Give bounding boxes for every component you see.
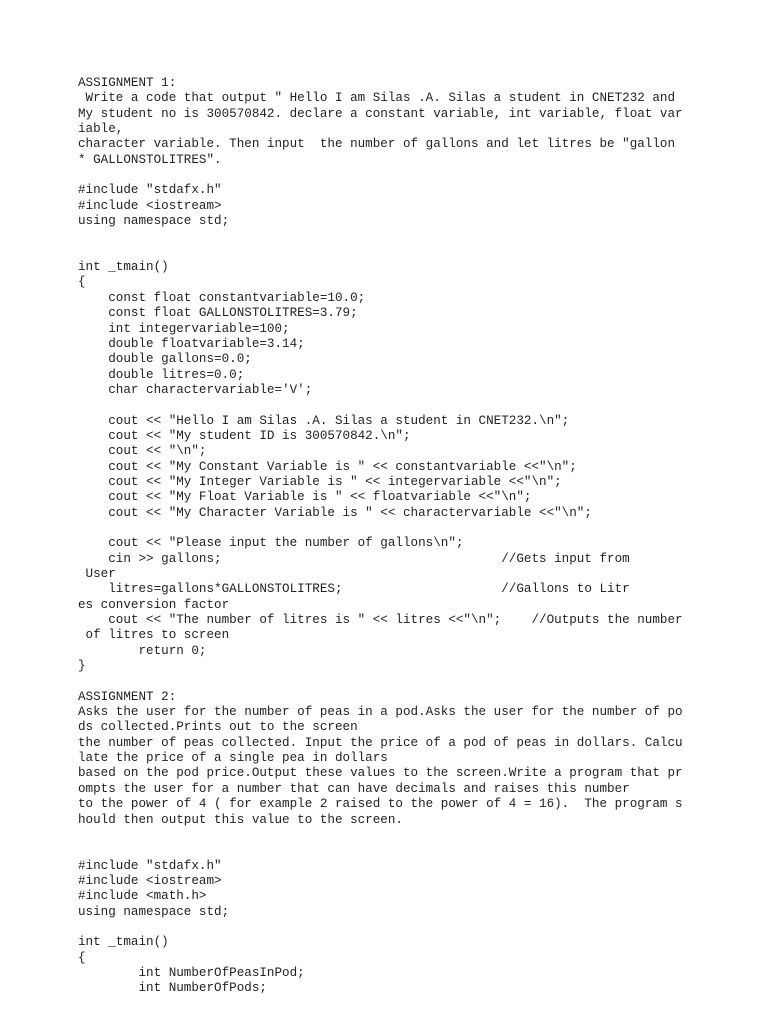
text-line: #include <math.h> (78, 889, 207, 904)
text-line: #include "stdafx.h" (78, 858, 222, 873)
text-line: the number of peas collected. Input the price of a pod of peas in dollars. Calcu (78, 735, 683, 750)
text-line: double floatvariable=3.14; (78, 336, 305, 351)
text-line: int NumberOfPods; (78, 981, 267, 996)
text-line: cout << "Please input the number of gallons\n"; (78, 536, 464, 551)
text-line: iable, (78, 122, 124, 137)
text-line: cout << "My Constant Variable is " << constantvariable <<"\n"; (78, 459, 577, 474)
text-line: based on the pod price.Output these values to the screen.Write a program that pr (78, 766, 683, 781)
text-line: int _tmain() (78, 260, 169, 275)
text-line (78, 229, 748, 244)
text-line: cout << "The number of litres is " << litres <<"\n"; //Outputs the number (78, 613, 683, 628)
text-line: late the price of a single pea in dollars (78, 751, 388, 766)
text-line: cout << "My Integer Variable is " << integervariable <<"\n"; (78, 474, 562, 489)
text-line: cout << "\n"; (78, 444, 207, 459)
text-line: #include <iostream> (78, 873, 222, 888)
text-line: My student no is 300570842. declare a constant variable, int variable, float var (78, 106, 683, 121)
text-line: int integervariable=100; (78, 321, 290, 336)
text-line: { (78, 275, 86, 290)
text-line (78, 398, 748, 413)
text-line: const float constantvariable=10.0; (78, 290, 366, 305)
text-line: cout << "My student ID is 300570842.\n"; (78, 428, 411, 443)
text-line: } (78, 659, 86, 674)
text-line: int _tmain() (78, 935, 169, 950)
text-line (78, 674, 748, 689)
text-line: ompts the user for a number that can have decimals and raises this number (78, 781, 630, 796)
text-line: #include <iostream> (78, 198, 222, 213)
text-line: character variable. Then input the number of gallons and let litres be "gallon (78, 137, 676, 152)
text-line: litres=gallons*GALLONSTOLITRES; //Gallons to Litr (78, 582, 630, 597)
document-body (78, 76, 748, 997)
text-line: cout << "My Character Variable is " << charactervariable <<"\n"; (78, 505, 592, 520)
text-line: int NumberOfPeasInPod; (78, 965, 305, 980)
text-line (78, 843, 748, 858)
text-line: return 0; (78, 643, 207, 658)
text-line: Write a code that output " Hello I am Silas .A. Silas a student in CNET232 and (78, 91, 676, 106)
text-line: hould then output this value to the screen. (78, 812, 403, 827)
text-line: const float GALLONSTOLITRES=3.79; (78, 306, 358, 321)
text-line: cin >> gallons; //Gets input from (78, 551, 630, 566)
text-line (78, 920, 748, 935)
text-line (78, 245, 748, 260)
text-line: ASSIGNMENT 2: (78, 689, 177, 704)
text-line: es conversion factor (78, 597, 230, 612)
text-line: { (78, 950, 86, 965)
text-line: cout << "Hello I am Silas .A. Silas a student in CNET232.\n"; (78, 413, 570, 428)
text-line: #include "stdafx.h" (78, 183, 222, 198)
text-line: cout << "My Float Variable is " << floatvariable <<"\n"; (78, 490, 532, 505)
text-line: ds collected.Prints out to the screen (78, 720, 358, 735)
text-line: to the power of 4 ( for example 2 raised to the power of 4 = 16). The program s (78, 797, 683, 812)
text-line: char charactervariable='V'; (78, 382, 313, 397)
text-line: ASSIGNMENT 1: (78, 76, 177, 90)
text-line: * GALLONSTOLITRES". (78, 152, 222, 167)
text-line (78, 828, 748, 843)
text-line: using namespace std; (78, 214, 230, 229)
text-line: of litres to screen (78, 628, 230, 643)
text-line: User (78, 567, 116, 581)
text-line: double litres=0.0; (78, 367, 245, 382)
text-line: using namespace std; (78, 904, 230, 919)
text-line: Asks the user for the number of peas in a pod.Asks the user for the number of po (78, 705, 683, 720)
text-line (78, 168, 748, 183)
text-line (78, 521, 748, 536)
text-line: double gallons=0.0; (78, 352, 252, 367)
